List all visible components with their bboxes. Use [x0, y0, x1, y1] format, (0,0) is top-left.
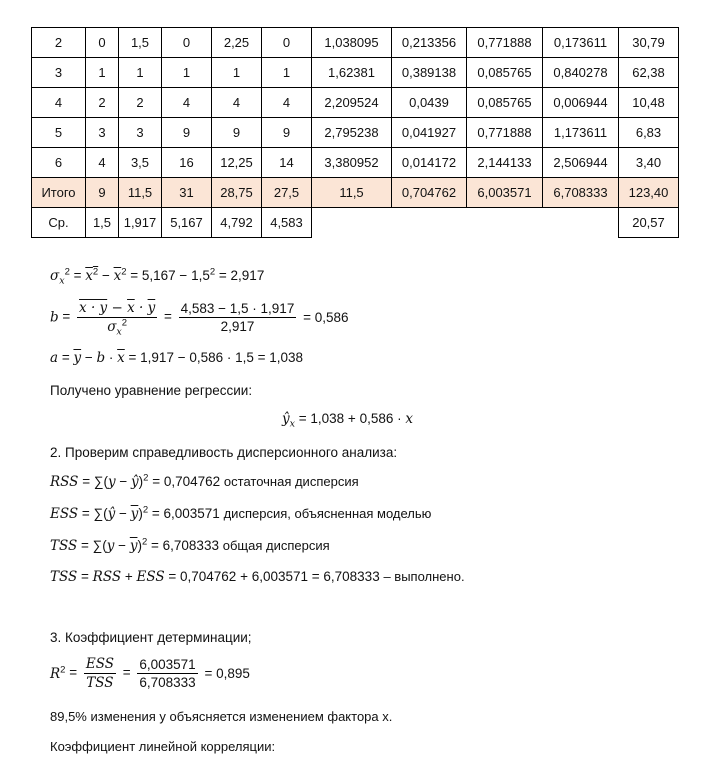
table-cell: 0,704762	[392, 178, 467, 208]
table-cell: 4,792	[212, 208, 262, 238]
table-cell: 9	[162, 118, 212, 148]
table-cell: 3	[86, 118, 119, 148]
table-cell: 4,583	[262, 208, 312, 238]
table-cell: 11,5	[312, 178, 392, 208]
table-cell: 6,83	[619, 118, 679, 148]
table-cell: 14	[262, 148, 312, 178]
table-cell: 2	[86, 88, 119, 118]
table-cell: 1	[86, 58, 119, 88]
interpretation-text: 89,5% изменения y объясняется изменением фактора х.	[50, 709, 393, 724]
correlation-label: Коэффициент линейной корреляции:	[50, 739, 276, 754]
anova-check: TSS = RSS + ESS = 0,704762 + 6,003571 = 6,708333 – выполнено.	[50, 569, 465, 585]
table-cell: 0,771888	[467, 28, 543, 58]
table-cell: 1,62381	[312, 58, 392, 88]
table-cell: 12,25	[212, 148, 262, 178]
b-formula: b = $\frac{x \cdot y - \overline{x} \cdot \overline{y}}{\sigma_x^2}$ = $\frac{4,583 - 1,5 \cdot 1,917}{2,917}$ = 0,586	[50, 300, 349, 338]
table-cell: 5,167	[162, 208, 212, 238]
section-2-title: 2. Проверим справедливость дисперсионного анализа:	[50, 445, 398, 460]
table-cell: 62,38	[619, 58, 679, 88]
table-cell: Ср.	[32, 208, 86, 238]
table-row	[32, 118, 679, 148]
table-cell: 16	[162, 148, 212, 178]
table-cell: 3,40	[619, 148, 679, 178]
a-formula: $a = \overline{y} - b \cdot \overline{x} = 1,917 - 0,586 \cdot 1,5 = 1,038$	[50, 350, 304, 366]
section-3-title: 3. Коэффициент детерминации;	[50, 630, 252, 645]
table-cell: 1	[119, 58, 162, 88]
table-cell: 6,003571	[467, 178, 543, 208]
table-cell: 0,085765	[467, 58, 543, 88]
table-cell: 10,48	[619, 88, 679, 118]
table-cell: 0,173611	[543, 28, 619, 58]
table-cell: 1	[212, 58, 262, 88]
table-cell: 4	[32, 88, 86, 118]
table-cell: 2	[119, 88, 162, 118]
table-cell: 0,213356	[392, 28, 467, 58]
table-row	[32, 58, 679, 88]
table-cell: 0,0439	[392, 88, 467, 118]
table-cell: 1	[162, 58, 212, 88]
table-cell: 9	[86, 178, 119, 208]
table-cell: 0,771888	[467, 118, 543, 148]
table-cell: 0,840278	[543, 58, 619, 88]
empty-cell	[392, 208, 467, 238]
table-cell: 0,006944	[543, 88, 619, 118]
table-cell: 0	[162, 28, 212, 58]
table-cell: 2,25	[212, 28, 262, 58]
table-cell: 3	[32, 58, 86, 88]
table-cell: 5	[32, 118, 86, 148]
table-cell: 1,5	[119, 28, 162, 58]
table-cell: 11,5	[119, 178, 162, 208]
table-cell: 31	[162, 178, 212, 208]
table-cell: 3	[119, 118, 162, 148]
regression-table	[31, 27, 679, 238]
regression-equation: $ŷ_x = 1,038 + 0,586 \cdot x$	[282, 411, 413, 430]
table-cell: 1	[262, 58, 312, 88]
table-cell: 9	[262, 118, 312, 148]
table-cell: 4	[262, 88, 312, 118]
table-row	[32, 88, 679, 118]
table-cell: 1,038095	[312, 28, 392, 58]
table-cell: 0,085765	[467, 88, 543, 118]
ess-formula: ESS = ∑(ŷ − $\overline{y})^2 = 6,003571$ дисперсия, объясненная моделью	[50, 504, 432, 522]
table-cell: 6	[32, 148, 86, 178]
table-cell: 0,014172	[392, 148, 467, 178]
variance-formula: $\sigma_x^2 = x^2 - \overline{x}^2 = 5,167 - 1,5^2 = 2,917$	[50, 266, 265, 287]
table-cell: 3,5	[119, 148, 162, 178]
table-cell: 123,40	[619, 178, 679, 208]
empty-cell	[312, 208, 392, 238]
table-cell: 2,795238	[312, 118, 392, 148]
table-cell: 0	[86, 28, 119, 58]
tss-formula: TSS = $\sum(y - \overline{y})^2 = 6,708333$ общая дисперсия	[50, 536, 330, 554]
table-cell: 27,5	[262, 178, 312, 208]
empty-cell	[543, 208, 619, 238]
average-row	[32, 208, 679, 238]
table-cell: 1,917	[119, 208, 162, 238]
empty-cell	[467, 208, 543, 238]
table-cell: 9	[212, 118, 262, 148]
table-cell: 4	[162, 88, 212, 118]
table-cell: 2,144133	[467, 148, 543, 178]
table-cell: 20,57	[619, 208, 679, 238]
regression-label: Получено уравнение регрессии:	[50, 383, 253, 398]
table-cell: 2,506944	[543, 148, 619, 178]
table-cell: 0,389138	[392, 58, 467, 88]
table-cell: 2,209524	[312, 88, 392, 118]
table-row	[32, 148, 679, 178]
table-cell: 1,5	[86, 208, 119, 238]
table-cell: Итого	[32, 178, 86, 208]
table-cell: 4	[212, 88, 262, 118]
table-cell: 6,708333	[543, 178, 619, 208]
rss-formula: RSS = ∑(y − ŷ)$^2$ = 0,704762 остаточная дисперсия	[50, 472, 359, 490]
table-cell: 30,79	[619, 28, 679, 58]
table-cell: 0,041927	[392, 118, 467, 148]
table-row	[32, 28, 679, 58]
table-cell: 28,75	[212, 178, 262, 208]
table-cell: 2	[32, 28, 86, 58]
table-cell: 1,173611	[543, 118, 619, 148]
table-cell: 3,380952	[312, 148, 392, 178]
table-body	[32, 28, 679, 238]
total-row	[32, 178, 679, 208]
table-cell: 0	[262, 28, 312, 58]
table-cell: 4	[86, 148, 119, 178]
r2-formula: $R^2$ = $\frac{\text{ESS}}{\text{TSS}}$ = $\frac{6,003571}{6,708333}$ = 0,895	[50, 656, 250, 691]
